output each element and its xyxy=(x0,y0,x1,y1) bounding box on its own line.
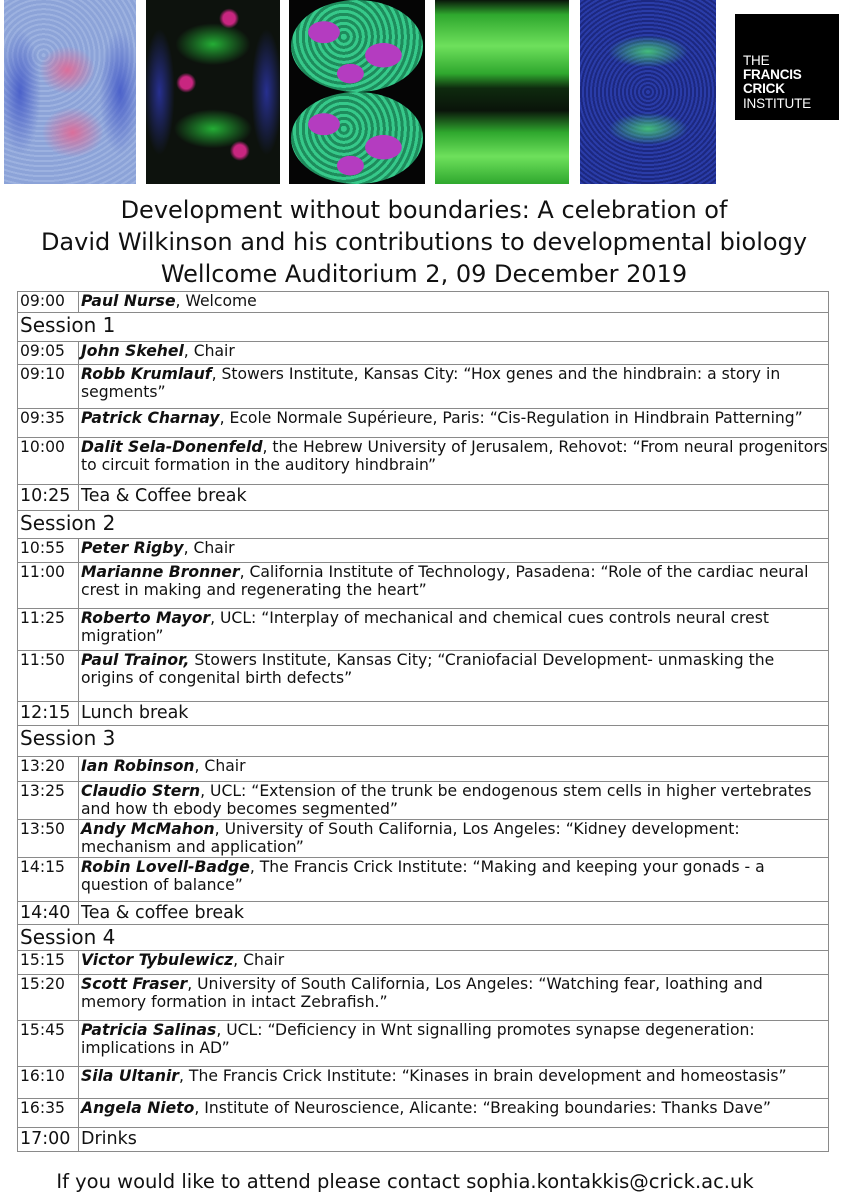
schedule-row xyxy=(18,609,829,651)
time-cell: 11:25 xyxy=(18,609,79,651)
session-header-row xyxy=(18,925,829,951)
talk-details: , Chair xyxy=(183,342,235,360)
talk-description xyxy=(79,782,829,820)
talk-description xyxy=(79,820,829,858)
time-cell: 13:20 xyxy=(18,757,79,782)
image-strip xyxy=(0,0,848,190)
break-label: Lunch break xyxy=(79,702,829,726)
event-venue-date: Wellcome Auditorium 2, 09 December 2019 xyxy=(160,260,688,288)
time-cell: 09:10 xyxy=(18,365,79,409)
time-cell: 14:40 xyxy=(18,902,79,925)
time-cell: 13:50 xyxy=(18,820,79,858)
talk-details: , Chair xyxy=(233,951,285,969)
talk-details: , The Francis Crick Institute: “Kinases in brain development and homeostasis” xyxy=(179,1067,787,1085)
time-cell: 10:55 xyxy=(18,539,79,563)
session-label: Session 3 xyxy=(18,726,829,757)
logo-line-3: CRICK xyxy=(743,81,785,96)
time-cell: 15:20 xyxy=(18,975,79,1021)
schedule-row xyxy=(18,702,829,726)
schedule-row xyxy=(18,539,829,563)
schedule-row xyxy=(18,951,829,975)
speaker-name: Robb Krumlauf xyxy=(81,365,212,383)
micrograph-2 xyxy=(146,0,280,184)
speaker-name: Sila Ultanir xyxy=(81,1067,179,1085)
contact-line: If you would like to attend please contact sophia.kontakkis@crick.ac.uk xyxy=(56,1170,754,1193)
schedule-row xyxy=(18,342,829,365)
schedule-row xyxy=(18,782,829,820)
talk-description xyxy=(79,563,829,609)
schedule-row xyxy=(18,902,829,925)
session-header-row xyxy=(18,511,829,539)
talk-description xyxy=(79,757,829,782)
time-cell: 11:50 xyxy=(18,651,79,702)
schedule-row xyxy=(18,820,829,858)
time-cell: 09:00 xyxy=(18,292,79,313)
talk-description xyxy=(79,1099,829,1128)
talk-description xyxy=(79,539,829,563)
schedule-row xyxy=(18,651,829,702)
session-header-row xyxy=(18,726,829,757)
schedule-row xyxy=(18,409,829,438)
time-cell: 11:00 xyxy=(18,563,79,609)
talk-details: , Chair xyxy=(183,539,235,557)
speaker-name: Paul Nurse xyxy=(81,292,176,310)
logo-line-2: FRANCIS xyxy=(743,67,802,82)
talk-description xyxy=(79,651,829,702)
talk-description xyxy=(79,438,829,485)
talk-description xyxy=(79,342,829,365)
time-cell: 16:10 xyxy=(18,1067,79,1099)
time-cell: 09:05 xyxy=(18,342,79,365)
time-cell: 17:00 xyxy=(18,1128,79,1152)
time-cell: 16:35 xyxy=(18,1099,79,1128)
session-header-row xyxy=(18,313,829,342)
time-cell: 12:15 xyxy=(18,702,79,726)
talk-description xyxy=(79,975,829,1021)
schedule-row xyxy=(18,438,829,485)
speaker-name: Patrick Charnay xyxy=(81,409,220,427)
session-label: Session 2 xyxy=(18,511,829,539)
talk-details: , UCL: “Interplay of mechanical and chemical cues controls neural crest migration” xyxy=(81,609,769,645)
talk-details: , University of South California, Los Angeles: “Kidney development: mechanism and application” xyxy=(81,820,740,856)
micrograph-5 xyxy=(580,0,716,184)
speaker-name: Peter Rigby xyxy=(81,539,184,557)
talk-details: , Chair xyxy=(194,757,246,775)
talk-details: , UCL: “Extension of the trunk be endogenous stem cells in higher vertebrates and how th ebody becomes segmented” xyxy=(81,782,812,818)
talk-details: , UCL: “Deficiency in Wnt signalling promotes synapse degeneration: implications in AD” xyxy=(81,1021,755,1057)
time-cell: 10:00 xyxy=(18,438,79,485)
talk-details: , Welcome xyxy=(175,292,257,310)
schedule-row xyxy=(18,975,829,1021)
time-cell: 15:45 xyxy=(18,1021,79,1067)
speaker-name: Victor Tybulewicz xyxy=(81,951,234,969)
crick-logo xyxy=(735,14,839,120)
logo-line-1: THE xyxy=(743,53,770,68)
schedule-row xyxy=(18,1021,829,1067)
schedule-row xyxy=(18,292,829,313)
schedule-row xyxy=(18,1099,829,1128)
speaker-name: Patricia Salinas xyxy=(81,1021,217,1039)
speaker-name: Roberto Mayor xyxy=(81,609,211,627)
talk-details: , California Institute of Technology, Pasadena: “Role of the cardiac neural crest in making and regenerating the heart” xyxy=(81,563,809,599)
time-cell: 13:25 xyxy=(18,782,79,820)
schedule-row xyxy=(18,563,829,609)
talk-details: , Ecole Normale Supérieure, Paris: “Cis-Regulation in Hindbrain Patterning” xyxy=(219,409,803,427)
talk-details: , The Francis Crick Institute: “Making and keeping your gonads - a question of balance” xyxy=(81,858,765,894)
talk-description xyxy=(79,1067,829,1099)
event-title-line-1: Development without boundaries: A celebration of xyxy=(120,196,728,224)
micrograph-3 xyxy=(289,0,425,184)
schedule-row xyxy=(18,1128,829,1152)
time-cell: 10:25 xyxy=(18,485,79,511)
speaker-name: Claudio Stern xyxy=(81,782,201,800)
talk-description xyxy=(79,609,829,651)
schedule-row xyxy=(18,858,829,902)
speaker-name: Robin Lovell-Badge xyxy=(81,858,250,876)
schedule-table xyxy=(17,291,829,1152)
talk-description xyxy=(79,1021,829,1067)
schedule-row xyxy=(18,365,829,409)
session-label: Session 4 xyxy=(18,925,829,951)
speaker-name: John Skehel xyxy=(81,342,184,360)
micrograph-4 xyxy=(435,0,569,184)
talk-description xyxy=(79,858,829,902)
break-label: Drinks xyxy=(79,1128,829,1152)
speaker-name: Scott Fraser xyxy=(81,975,188,993)
speaker-name: Dalit Sela-Donenfeld xyxy=(81,438,263,456)
talk-description xyxy=(79,292,829,313)
break-label: Tea & coffee break xyxy=(79,902,829,925)
time-cell: 09:35 xyxy=(18,409,79,438)
micrograph-1 xyxy=(4,0,136,184)
speaker-name: Angela Nieto xyxy=(81,1099,195,1117)
talk-details: , Institute of Neuroscience, Alicante: “Breaking boundaries: Thanks Dave” xyxy=(194,1099,771,1117)
talk-description xyxy=(79,951,829,975)
talk-details: , the Hebrew University of Jerusalem, Rehovot: “From neural progenitors to circuit formation in the auditory hindbrain” xyxy=(81,438,828,474)
logo-line-4: INSTITUTE xyxy=(743,96,811,111)
speaker-name: Paul Trainor, xyxy=(81,651,190,669)
session-label: Session 1 xyxy=(18,313,829,342)
speaker-name: Ian Robinson xyxy=(81,757,195,775)
talk-details: , University of South California, Los Angeles: “Watching fear, loathing and memory formation in intact Zebrafish.” xyxy=(81,975,763,1011)
talk-details: , Stowers Institute, Kansas City: “Hox genes and the hindbrain: a story in segments” xyxy=(81,365,781,401)
schedule-row xyxy=(18,757,829,782)
speaker-name: Andy McMahon xyxy=(81,820,215,838)
talk-description xyxy=(79,409,829,438)
talk-details: Stowers Institute, Kansas City; “Craniofacial Development- unmasking the origins of congenital birth defects” xyxy=(81,651,775,687)
event-title-line-2: David Wilkinson and his contributions to developmental biology xyxy=(40,228,808,256)
time-cell: 14:15 xyxy=(18,858,79,902)
schedule-row xyxy=(18,485,829,511)
speaker-name: Marianne Bronner xyxy=(81,563,240,581)
talk-description xyxy=(79,365,829,409)
time-cell: 15:15 xyxy=(18,951,79,975)
break-label: Tea & Coffee break xyxy=(79,485,829,511)
schedule-row xyxy=(18,1067,829,1099)
